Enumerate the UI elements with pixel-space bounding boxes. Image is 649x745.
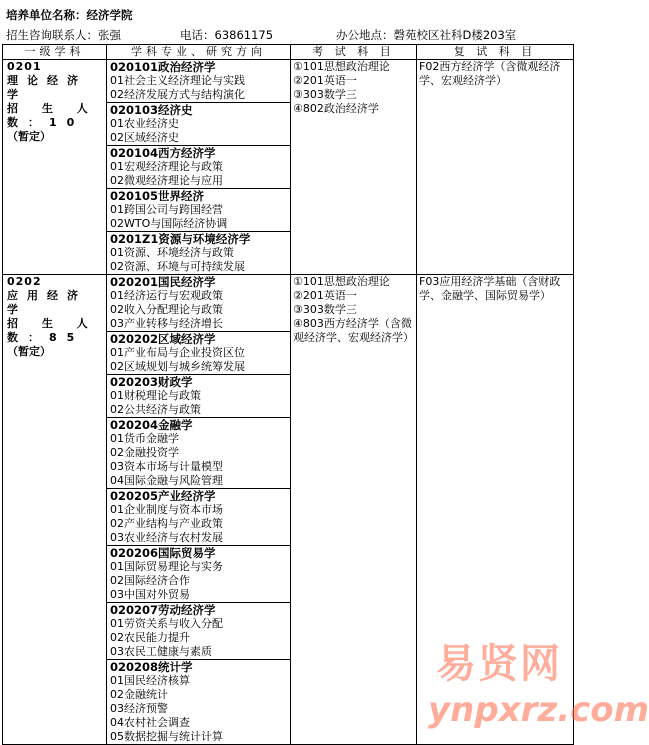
quota-line (7, 317, 104, 345)
exam-subject: ②201英语一 (293, 289, 357, 302)
table-row (3, 60, 574, 275)
research-direction: 03资本市场与计量模型 (110, 460, 223, 473)
major-block (107, 375, 290, 418)
phone-label: 电话： (180, 28, 215, 42)
major-title: 020207劳动经济学 (110, 603, 216, 617)
research-direction: 01跨国公司与跨国经营 (110, 203, 223, 216)
exam-subject: ③303数学三 (293, 303, 357, 316)
major-block (107, 418, 290, 489)
major-block (107, 189, 290, 232)
quota-value: 10 (49, 116, 85, 129)
research-direction: 02区域经济史 (110, 131, 179, 144)
watermark-logo (418, 641, 649, 737)
research-direction: 02区域规划与城乡统筹发展 (110, 360, 245, 373)
major-block (107, 103, 290, 146)
research-direction: 02收入分配理论与政策 (110, 303, 223, 316)
discipline-cell (3, 60, 107, 275)
major-block (107, 146, 290, 189)
research-direction: 03中国对外贸易 (110, 588, 190, 601)
quota-label: 招 生 人 数： (7, 317, 98, 344)
research-direction: 02金融投资学 (110, 446, 179, 459)
research-direction: 03产业转移与经济增长 (110, 317, 223, 330)
research-direction: 02产业结构与产业政策 (110, 517, 223, 530)
unit-line (6, 8, 133, 22)
major-title: 020104西方经济学 (110, 146, 216, 160)
retest-cell (417, 60, 574, 275)
research-direction: 02WTO与国际经济协调 (110, 217, 228, 230)
watermark-line1: 易贤网 (436, 641, 562, 687)
retest-subject: F02西方经济学（含微观经济学、宏观经济学） (419, 60, 561, 87)
major-title: 020204金融学 (110, 418, 193, 432)
research-direction: 01企业制度与资本市场 (110, 503, 223, 516)
retest-subject: F03应用经济学基础（含财政学、金融学、国际贸易学） (419, 275, 561, 302)
research-direction: 02经济发展方式与结构演化 (110, 88, 245, 101)
major-block (107, 60, 290, 103)
phone-number: 63861175 (214, 28, 274, 42)
major-title: 020201国民经济学 (110, 275, 216, 289)
major-block (107, 603, 290, 660)
research-direction: 02国际经济合作 (110, 574, 190, 587)
research-direction: 01宏观经济理论与政策 (110, 160, 223, 173)
contact-label: 招生咨询联系人： (6, 28, 98, 42)
exam-subject: ③303数学三 (293, 88, 357, 101)
research-direction: 01经济运行与宏观政策 (110, 289, 223, 302)
admission-table (2, 44, 574, 745)
exam-cell (291, 275, 417, 745)
table-header-row (3, 45, 574, 60)
major-title: 020202区域经济学 (110, 332, 216, 346)
research-direction: 01财税理论与政策 (110, 389, 201, 402)
address-value: 磬苑校区社科D楼203室 (393, 28, 517, 42)
exam-subject: ①101思想政治理论 (293, 275, 390, 288)
research-direction: 01社会主义经济理论与实践 (110, 74, 245, 87)
major-title: 020208统计学 (110, 660, 193, 674)
exam-subject: ④803西方经济学（含微观经济学、宏观经济学） (293, 317, 414, 344)
research-direction: 02金融统计 (110, 688, 168, 701)
address-label: 办公地点： (336, 28, 394, 42)
quota-note: （暂定） (7, 345, 51, 358)
major-block (107, 489, 290, 546)
research-direction: 01农业经济史 (110, 117, 179, 130)
research-direction: 03经济预警 (110, 702, 168, 715)
major-block (107, 546, 290, 603)
col-header-retest: 复 试 科 目 (417, 45, 574, 60)
major-block (107, 660, 290, 744)
major-title: 020206国际贸易学 (110, 546, 216, 560)
watermark-line2: ynpxrz.com (428, 690, 649, 730)
research-direction: 04农村社会调查 (110, 716, 190, 729)
research-direction: 04国际金融与风险管理 (110, 474, 223, 487)
research-direction: 01国际贸易理论与实务 (110, 560, 223, 573)
major-title: 020203财政学 (110, 375, 193, 389)
quota-value: 85 (49, 331, 85, 344)
quota-label: 招 生 人 数： (7, 102, 98, 129)
research-direction: 05数据挖掘与统计计算 (110, 730, 223, 743)
col-header-major: 学科专业、研究方向 (107, 45, 291, 60)
research-direction: 01资源、环境经济与政策 (110, 246, 234, 259)
research-direction: 03农业经济与农村发展 (110, 531, 223, 544)
discipline-code: 0201 (7, 60, 42, 73)
research-direction: 02资源、环境与可持续发展 (110, 260, 245, 273)
discipline-cell (3, 275, 107, 745)
unit-label: 培养单位名称： (6, 8, 87, 22)
major-title: 020205产业经济学 (110, 489, 216, 503)
major-block (107, 232, 290, 274)
major-title: 020103经济史 (110, 103, 193, 117)
major-block (107, 275, 290, 332)
major-title: 0201Z1资源与环境经济学 (110, 232, 251, 246)
research-direction: 02微观经济理论与应用 (110, 174, 223, 187)
research-direction: 01产业布局与企业投资区位 (110, 346, 245, 359)
col-header-discipline: 一级学科 (3, 45, 107, 60)
unit-name: 经济学院 (86, 8, 133, 22)
research-direction: 01国民经济核算 (110, 674, 190, 687)
contact-name: 张强 (98, 28, 121, 42)
discipline-name: 应用经济学 (7, 289, 87, 316)
discipline-code: 0202 (7, 275, 42, 288)
majors-cell (107, 275, 291, 745)
exam-subject: ②201英语一 (293, 74, 357, 87)
major-title: 020101政治经济学 (110, 60, 216, 74)
major-block (107, 332, 290, 375)
research-direction: 01货币金融学 (110, 432, 179, 445)
quota-line (7, 102, 104, 130)
research-direction: 02农民能力提升 (110, 631, 190, 644)
quota-note: （暂定） (7, 130, 51, 143)
research-direction: 03农民工健康与素质 (110, 645, 212, 658)
research-direction: 01劳资关系与收入分配 (110, 617, 223, 630)
exam-subject: ①101思想政治理论 (293, 60, 390, 73)
col-header-exam: 考 试 科 目 (291, 45, 417, 60)
discipline-name: 理论经济学 (7, 74, 87, 101)
major-title: 020105世界经济 (110, 189, 205, 203)
majors-cell (107, 60, 291, 275)
exam-cell (291, 60, 417, 275)
research-direction: 02公共经济与政策 (110, 403, 201, 416)
exam-subject: ④802政治经济学 (293, 102, 379, 115)
